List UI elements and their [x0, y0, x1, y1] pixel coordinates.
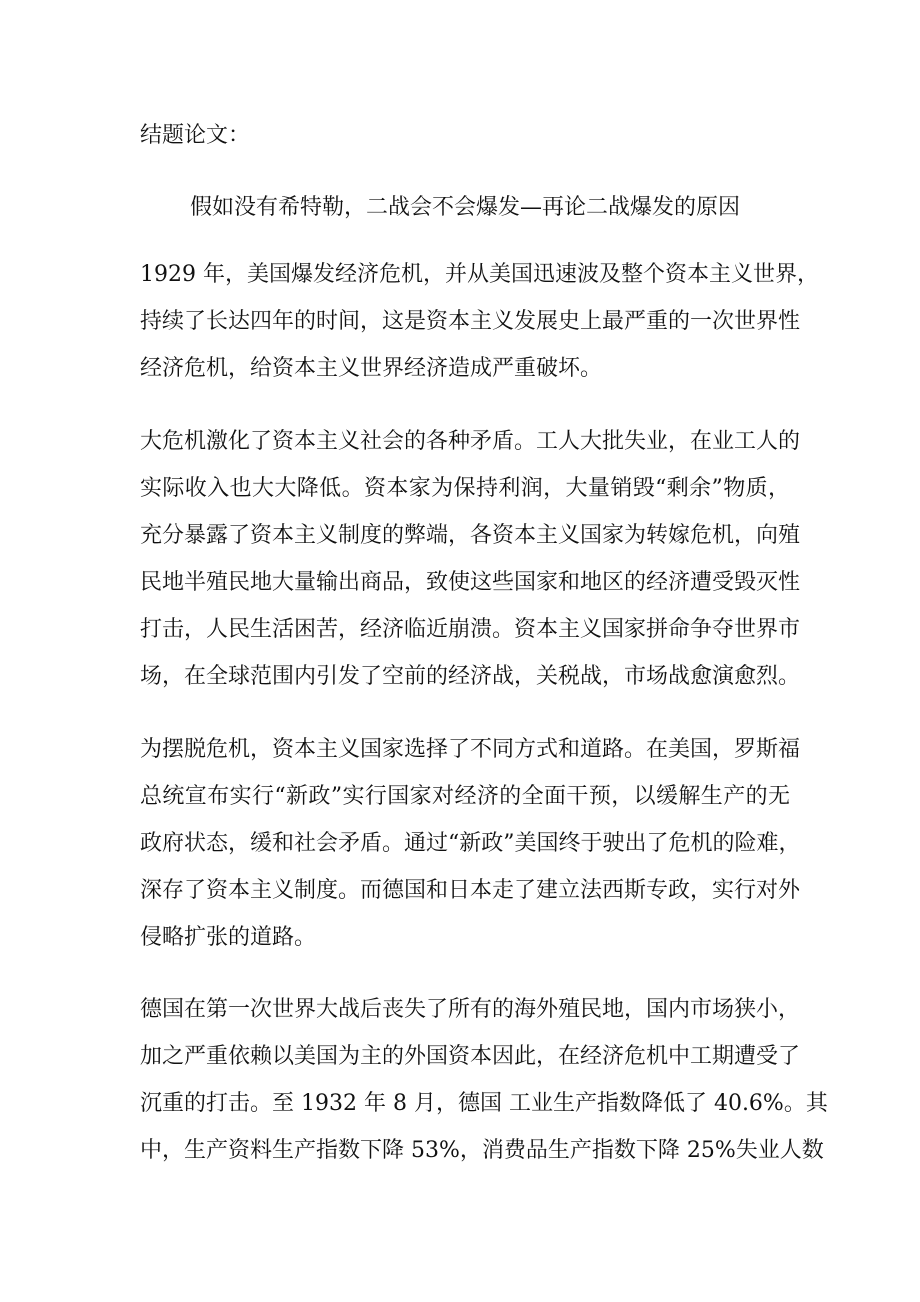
paragraph-line: 侵略扩张的道路。 [140, 925, 317, 950]
paragraph-line: 德国在第一次世界大战后丧失了所有的海外殖民地，国内市场狭小， [140, 997, 801, 1022]
paragraph-line: 充分暴露了资本主义制度的弊端，各资本主义国家为转嫁危机，向殖 [140, 523, 801, 548]
paragraph-line: 总统宣布实行“新政”实行国家对经济的全面干预，以缓解生产的无 [140, 784, 790, 809]
paragraph-line: 打击，人民生活困苦，经济临近崩溃。资本主义国家拼命争夺世界市 [140, 617, 801, 642]
paragraph-line: 为摆脱危机，资本主义国家选择了不同方式和道路。在美国，罗斯福 [140, 737, 801, 762]
paragraph-escaping-crisis [140, 726, 801, 961]
paragraph-germany [140, 986, 828, 1174]
paragraph-line: 沉重的打击。至 1932 年 8 月，德国 工业生产指数降低了 40.6%。其 [140, 1091, 828, 1116]
paragraph-line: 实际收入也大大降低。资本家为保持利润，大量销毁“剩余”物质， [140, 476, 790, 501]
paragraph-line: 场，在全球范围内引发了空前的经济战，关税战，市场战愈演愈烈。 [140, 664, 801, 689]
paragraph-line: 深存了资本主义制度。而德国和日本走了建立法西斯专政，实行对外 [140, 878, 801, 903]
paragraph-line: 政府状态，缓和社会矛盾。通过“新政”美国终于驶出了危机的险难， [140, 831, 801, 856]
paragraph-line: 经济危机，给资本主义世界经济造成严重破坏。 [140, 356, 603, 381]
paragraph-line: 民地半殖民地大量输出商品，致使这些国家和地区的经济遭受毁灭性 [140, 570, 801, 595]
paragraph-line: 大危机激化了资本主义社会的各种矛盾。工人大批失业，在业工人的 [140, 429, 801, 454]
paragraph-line: 加之严重依赖以美国为主的外国资本因此，在经济危机中工期遭受了 [140, 1044, 801, 1069]
paragraph-economic-crisis [140, 251, 819, 392]
document-title: 假如没有希特勒，二战会不会爆发—再论二战爆发的原因 [190, 195, 741, 220]
document-label: 结题论文： [140, 123, 251, 148]
paragraph-line: 1929 年，美国爆发经济危机，并从美国迅速波及整个资本主义世界， [140, 262, 819, 287]
paragraph-line: 持续了长达四年的时间，这是资本主义发展史上最严重的一次世界性 [140, 309, 801, 334]
paragraph-crisis-contradictions [140, 418, 801, 700]
paragraph-line: 中，生产资料生产指数下降 53%，消费品生产指数下降 25%失业人数 [140, 1138, 824, 1163]
